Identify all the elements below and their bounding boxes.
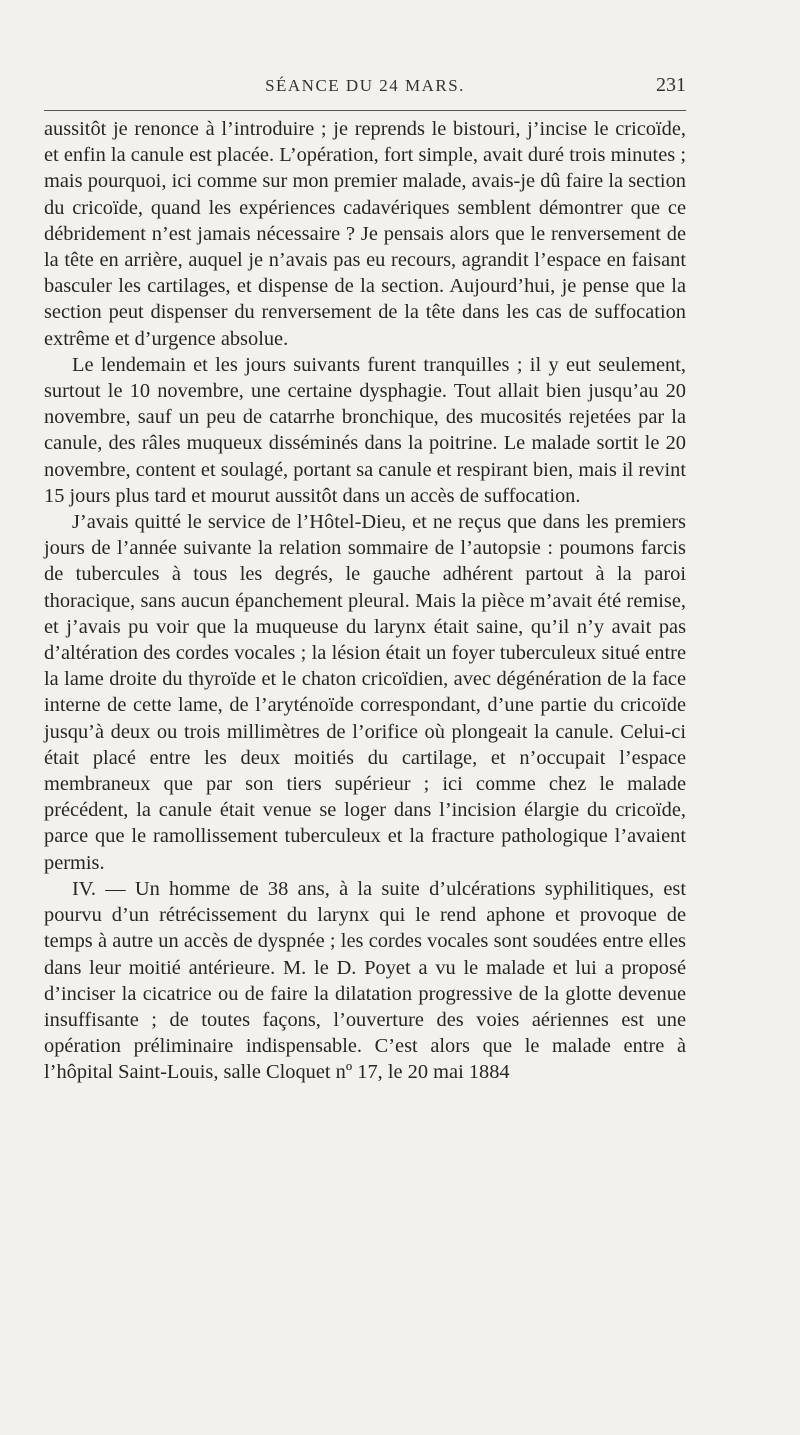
paragraph-continued: aussitôt je renonce à l’introduire ; je reprends le bistouri, j’incise le cricoïde, et enfin la canule est placée. L’opération, fort simple, avait duré trois minutes ; mais pourquoi, ici comme sur mon premier malade, avais-je dû faire la section du cricoïde, quand les expériences cadavériques semblent démontrer que ce débridement n’est jamais nécessaire ? Je pensais alors que le renversement de la tête en arrière, auquel je n’avais pas eu recours, agrandit l’espace en faisant basculer les cartilages, et dispense de la section. Aujourd’hui, je pense que la section peut dispenser du renversement de la tête dans les cas de suffocation extrême et d’urgence absolue. bbox=[44, 118, 686, 350]
paragraph: J’avais quitté le service de l’Hôtel-Dieu, et ne reçus que dans les premiers jours de l’année suivante la relation sommaire de l’autopsie : poumons farcis de tubercules à tous les degrés, le gauche adhérent partout à la paroi thoracique, sans aucun épanchement pleural. Mais la pièce m’avait été remise, et j’avais pu voir que la muqueuse du larynx était saine, qu’il n’y avait pas d’altération des cordes vocales ; la lésion était un foyer tuberculeux situé entre la lame droite du thyroïde et le chaton cricoïdien, avec dégénération de la face interne de cette lame, de l’aryténoïde correspondant, d’une partie du cricoïde jusqu’à deux ou trois millimètres de l’orifice où plongeait la canule. Celui-ci était placé entre les deux moitiés du cartilage, et n’occupait l’espace membraneux que par son tiers supérieur ; ici comme chez le malade précédent, la canule était venue se loger dans l’incision élargie du cricoïde, parce que le ramollissement tuberculeux et la fracture pathologique l’avaient permis. bbox=[44, 511, 686, 874]
running-head-title: SÉANCE DU 24 MARS. bbox=[265, 76, 465, 95]
page-number: 231 bbox=[656, 74, 686, 96]
paragraph-case-iv: IV. — Un homme de 38 ans, à la suite d’ulcérations syphilitiques, est pourvu d’un rétrécissement du larynx qui le rend aphone et provoque de temps à autre un accès de dyspnée ; les cordes vocales sont soudées entre elles dans leur moitié antérieure. M. le D. Poyet a vu le malade et lui a proposé d’inciser la cicatrice ou de faire la dilatation progressive de la glotte devenue insuffisante ; de toutes façons, l’ouverture des voies aériennes est une opération préliminaire indispensable. C’est alors que le malade entre à l’hôpital Saint-Louis, salle Cloquet nº 17, le 20 mai 1884 bbox=[44, 877, 686, 1084]
paragraph: Le lendemain et les jours suivants furent tranquilles ; il y eut seulement, surtout le 10 novembre, une certaine dysphagie. Tout allait bien jusqu’au 20 novembre, sauf un peu de catarrhe bronchique, des mucosités rejetées par la canule, des râles muqueux disséminés dans la poitrine. Le malade sortit le 20 novembre, content et soulagé, portant sa canule et respirant bien, mais il revint 15 jours plus tard et mourut aussitôt dans un accès de suffocation. bbox=[44, 353, 686, 507]
running-head bbox=[44, 72, 686, 100]
header-rule bbox=[44, 110, 686, 111]
body-text bbox=[44, 116, 686, 1086]
